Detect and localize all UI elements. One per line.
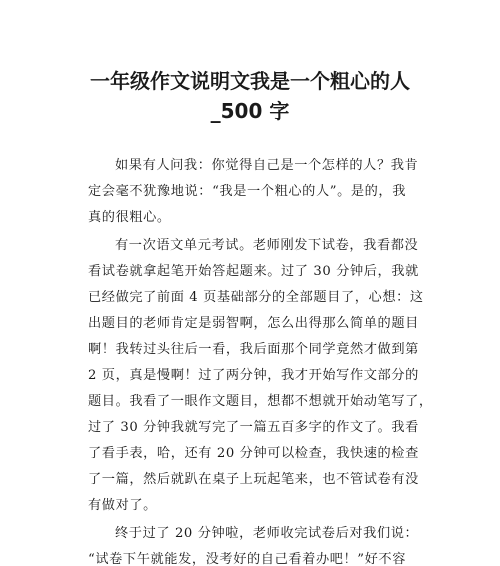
text-line: 题目。我看了一眼作文题目，想都不想就开始动笔写了， — [88, 394, 433, 409]
paragraph-3 — [88, 521, 428, 566]
text-line: 了看手表，哈，还有 20 分钟可以检查，我快速的检查 — [88, 446, 419, 461]
text-line: 如果有人问我：你觉得自己是一个怎样的人？我肯 — [115, 158, 419, 173]
document-title-suffix: _500 字 — [210, 99, 290, 123]
text-line: 出题目的老师肯定是弱智啊，怎么出得那么简单的题目 — [88, 316, 419, 331]
text-line: 2 页，真是慢啊！过了两分钟，我才开始写作文部分的 — [88, 368, 419, 383]
text-line: 看试卷就拿起笔开始答起题来。过了 30 分钟后，我就 — [88, 264, 419, 279]
text-line: 啊！我转过头往后一看，我后面那个同学竟然才做到第 — [88, 342, 419, 357]
text-line: 过了 30 分钟我就写完了一篇五百多字的作文了。我看 — [88, 420, 419, 435]
text-line: 有做对了。 — [88, 498, 157, 513]
paragraph-2 — [88, 233, 433, 519]
text-line: “试卷下午就能发，没考好的自己看着办吧！”好不容 — [88, 552, 407, 566]
text-line: 定会毫不犹豫地说：“我是一个粗心的人”。是的，我 — [88, 184, 407, 199]
paragraph-1 — [88, 153, 428, 231]
text-line: 真的很粗心。 — [88, 210, 171, 225]
text-line: 有一次语文单元考试。老师刚发下试卷，我看都没 — [115, 238, 419, 253]
text-line: 终于过了 20 分钟啦，老师收完试卷后对我们说： — [115, 526, 419, 541]
text-line: 已经做完了前面 4 页基础部分的全部题目了，心想：这 — [88, 290, 424, 305]
document-title: 一年级作文说明文我是一个粗心的人 — [90, 69, 410, 93]
text-line: 了一篇，然后就趴在桌子上玩起笔来，也不管试卷有没 — [88, 472, 419, 487]
document-body — [88, 153, 433, 566]
